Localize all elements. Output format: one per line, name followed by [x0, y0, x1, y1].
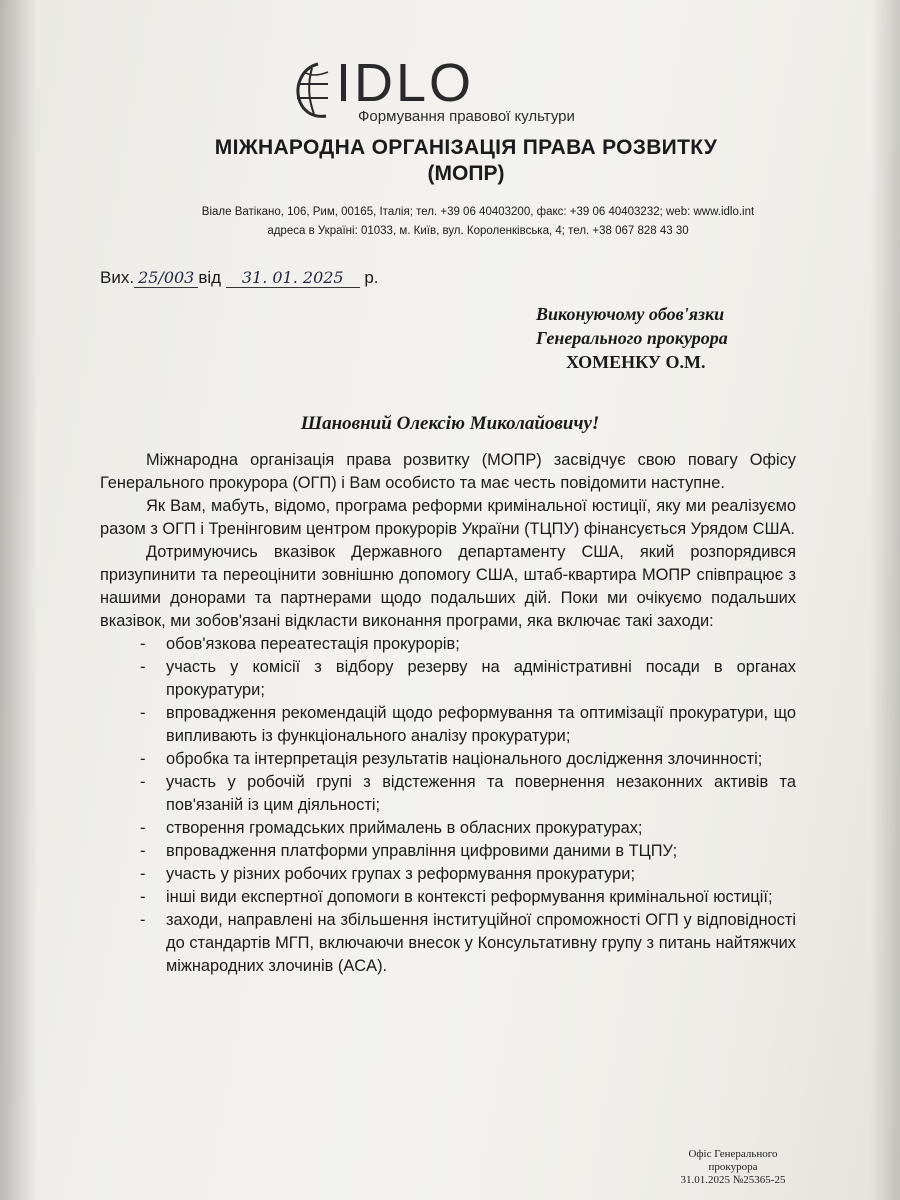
list-item: - заходи, направлені на збільшення інституційної спроможності ОГП у відповідності до стандартів МГП, включаючи внесок у Консультативну групу з питань найтяжчих міжнародних злочинів (ACA).: [100, 909, 796, 978]
organization-name: МІЖНАРОДНА ОРГАНІЗАЦІЯ ПРАВА РОЗВИТКУ: [214, 136, 718, 159]
tagline: Формування правової культури: [358, 108, 575, 125]
letter-body: [100, 449, 796, 978]
stamp-line-1: Офіс Генерального: [688, 1148, 778, 1160]
addressee-name: ХОМЕНКУ О.М.: [566, 352, 706, 372]
addressee-block: [536, 302, 728, 374]
list-item: - обробка та інтерпретація результатів національного дослідження злочинності;: [100, 748, 796, 771]
reference-date: 31. 01. 2025: [226, 268, 360, 288]
logo-wordmark: IDLO: [336, 53, 475, 113]
list-item: - обов'язкова переатестація прокурорів;: [100, 633, 796, 656]
organization-abbreviation: (МОПР): [427, 162, 505, 185]
stamp-line-3: 31.01.2025 №25365-25: [680, 1174, 786, 1186]
body-paragraph: Як Вам, мабуть, відомо, програма реформи кримінальної юстиції, яку ми реалізуємо разом з ОГП і Тренінговим центром прокурорів України (ТЦПУ) фінансується Урядом США.: [100, 497, 796, 538]
addressee-line-2: Генерального прокурора: [536, 328, 728, 348]
list-item: - участь у робочій групі з відстеження та повернення незаконних активів та пов'язаній із цим діяльності;: [100, 771, 796, 817]
addressee-line-1: Виконуючому обов'язки: [536, 304, 725, 324]
reference-number: 25/003: [134, 268, 198, 288]
list-item: - участь у різних робочих групах з реформування прокуратури;: [100, 863, 796, 886]
measures-list: [100, 633, 796, 978]
list-item: - впровадження платформи управління цифровими даними в ТЦПУ;: [100, 840, 796, 863]
outgoing-reference: [100, 268, 379, 288]
list-item: - інші види експертної допомоги в контексті реформування кримінальної юстиції;: [100, 886, 796, 909]
registration-stamp: [658, 1148, 808, 1187]
salutation: Шановний Олексію Миколайовичу!: [300, 413, 600, 434]
list-item: - участь у комісії з відбору резерву на адміністративні посади в органах прокуратури;: [100, 656, 796, 702]
reference-prefix: Вих.: [100, 268, 135, 287]
body-paragraph: Дотримуючись вказівок Державного департаменту США, який розпорядився призупинити та переоцінити зовнішню допомогу США, штаб-квартира МОПР співпрацює з нашими донорами та партнерами щодо подальших дій. Поки ми очікуємо подальших вказівок, ми зобов'язані відкласти виконання програми, яка включає такі заходи:: [100, 543, 796, 630]
body-paragraph: Міжнародна організація права розвитку (МОПР) засвідчує свою повагу Офісу Генерального прокурора (ОГП) і Вам особисто та має честь повідомити наступне.: [100, 451, 796, 492]
reference-suffix: р.: [364, 268, 379, 287]
address-line-1: Віале Ватікано, 106, Рим, 00165, Італія; тел. +39 06 40403200, факс: +39 06 40403232; web: www.idlo.int: [201, 206, 755, 218]
reference-from-label: від: [198, 268, 222, 287]
list-item: - впровадження рекомендацій щодо реформування та оптимізації прокуратури, що випливають із функціонального аналізу прокуратури;: [100, 702, 796, 748]
list-item: - створення громадських приймалень в обласних прокуратурах;: [100, 817, 796, 840]
address-line-2: адреса в Україні: 01033, м. Київ, вул. Короленківська, 4; тел. +38 067 828 43 30: [267, 225, 689, 237]
stamp-line-2: прокурора: [708, 1161, 758, 1173]
